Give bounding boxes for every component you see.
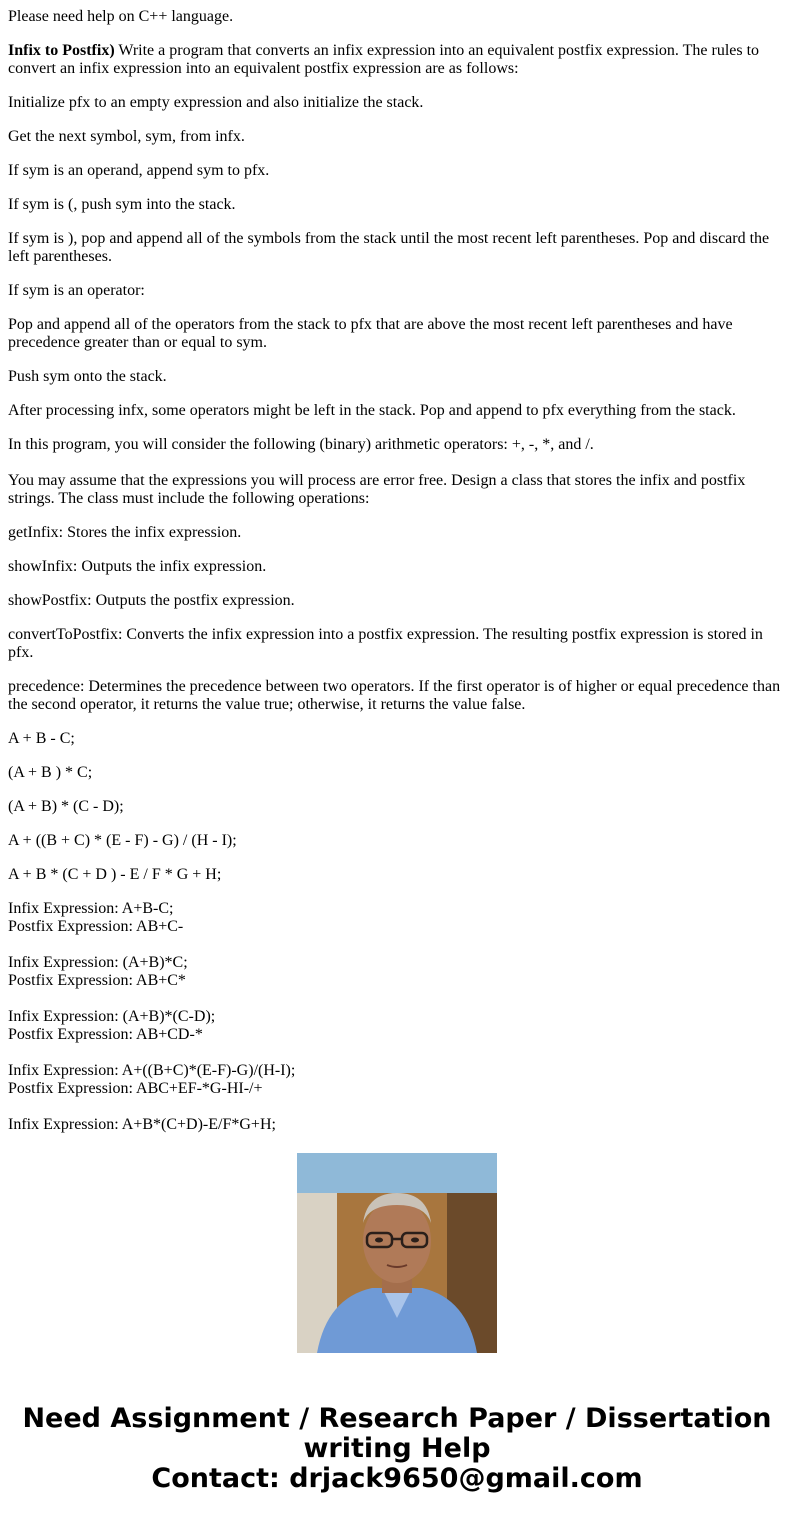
operation-text: getInfix: Stores the infix expression.	[8, 524, 242, 541]
footer-line-2: writing Help	[303, 1433, 491, 1464]
rule-text: If sym is ), pop and append all of the symbols from the stack until the most recent left parentheses. Pop and discard the left parentheses.	[8, 230, 770, 265]
output-postfix: Postfix Expression: ABC+EF-*G-HI-/+	[8, 1080, 263, 1097]
output-postfix: Postfix Expression: AB+C*	[8, 972, 186, 989]
input-expression: A + B - C;	[8, 730, 75, 747]
rule-text: If sym is (, push sym into the stack.	[8, 196, 236, 213]
problem-title: Infix to Postfix)	[8, 42, 115, 59]
rule-text: After processing infx, some operators might be left in the stack. Pop and append to pfx everything from the stack.	[8, 402, 736, 419]
footer-contact	[0, 1404, 794, 1494]
operation-text: showInfix: Outputs the infix expression.	[8, 558, 267, 575]
operators-text: In this program, you will consider the following (binary) arithmetic operators: +, -, *, and /.	[8, 436, 594, 453]
operation-text: convertToPostfix: Converts the infix expression into a postfix expression. The resulting postfix expression is stored in pfx.	[8, 626, 763, 661]
problem-description: Write a program that converts an infix expression into an equivalent postfix expression. The rules to convert an infix expression into an equivalent postfix expression are as follows:	[8, 42, 760, 77]
rule-text: Pop and append all of the operators from the stack to pfx that are above the most recent left parentheses and have precedence greater than or equal to sym.	[8, 316, 733, 351]
output-infix: Infix Expression: (A+B)*(C-D);	[8, 1008, 216, 1025]
rule-text: Get the next symbol, sym, from infx.	[8, 128, 245, 145]
footer-contact-email: Contact: drjack9650@gmail.com	[151, 1463, 643, 1494]
footer-line-1: Need Assignment / Research Paper / Dissertation	[22, 1403, 772, 1434]
operation-text: precedence: Determines the precedence between two operators. If the first operator is of higher or equal precedence than the second operator, it returns the value true; otherwise, it returns the value false.	[8, 678, 781, 713]
rule-text: Initialize pfx to an empty expression and also initialize the stack.	[8, 94, 424, 111]
rule-text: Push sym onto the stack.	[8, 368, 167, 385]
rule-text: If sym is an operand, append sym to pfx.	[8, 162, 270, 179]
output-infix: Infix Expression: (A+B)*C;	[8, 954, 188, 971]
assumption-text: You may assume that the expressions you will process are error free. Design a class that stores the infix and postfix strings. The class must include the following operations:	[8, 472, 746, 507]
rule-text: If sym is an operator:	[8, 282, 145, 299]
input-expression: A + B * (C + D ) - E / F * G + H;	[8, 866, 222, 883]
problem-statement	[8, 42, 786, 78]
input-expression: (A + B ) * C;	[8, 764, 93, 781]
operation-text: showPostfix: Outputs the postfix expression.	[8, 592, 295, 609]
input-expression: (A + B) * (C - D);	[8, 798, 124, 815]
output-postfix: Postfix Expression: AB+C-	[8, 918, 184, 935]
input-expression: A + ((B + C) * (E - F) - G) / (H - I);	[8, 832, 237, 849]
output-infix: Infix Expression: A+B-C;	[8, 900, 174, 917]
output-infix: Infix Expression: A+((B+C)*(E-F)-G)/(H-I);	[8, 1062, 296, 1079]
intro-text: Please need help on C++ language.	[8, 8, 234, 25]
author-photo	[297, 1153, 497, 1353]
output-infix: Infix Expression: A+B*(C+D)-E/F*G+H;	[8, 1116, 276, 1133]
portrait-image	[297, 1153, 497, 1353]
output-postfix: Postfix Expression: AB+CD-*	[8, 1026, 203, 1043]
